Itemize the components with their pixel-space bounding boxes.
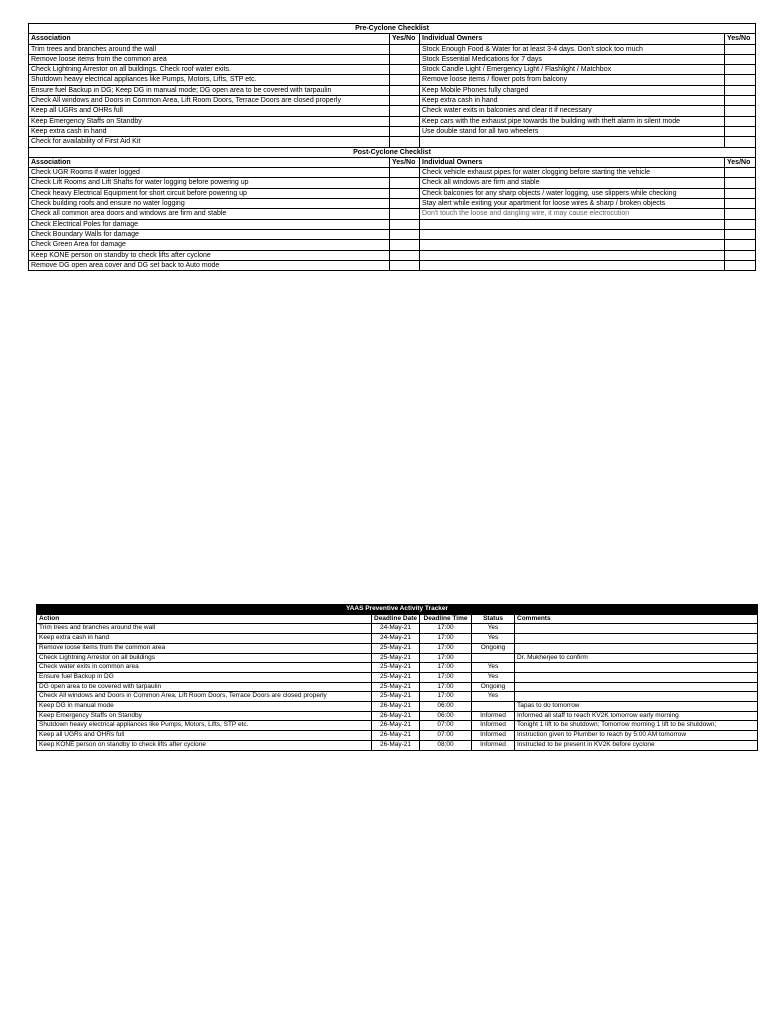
tracker-action: Check All windows and Doors in Common Area, Lift Room Doors, Terrace Doors are closed properly [37, 692, 372, 702]
pre-checklist-row [29, 116, 756, 126]
pre-association-yes-no [390, 65, 420, 75]
pre-individual-yes-no [725, 54, 756, 64]
post-checklist-row [29, 209, 756, 219]
tracker-deadline-date: 25-May-21 [372, 672, 420, 682]
pre-individual-owners-header: Individual Owners [420, 34, 725, 44]
pre-checklist-row [29, 44, 756, 54]
tracker-action: Keep DG in manual mode [37, 702, 372, 712]
tracker-deadline-time: 17:00 [420, 663, 472, 673]
tracker-status: Informed [472, 740, 515, 750]
tracker-deadline-date: 25-May-21 [372, 682, 420, 692]
pre-individual-item: Keep Mobile Phones fully charged [420, 85, 725, 95]
pre-individual-yes-no [725, 44, 756, 54]
tracker-status [472, 653, 515, 663]
pre-title-row [29, 24, 756, 34]
pre-association-yes-no [390, 85, 420, 95]
post-association-yes-no [390, 260, 420, 270]
tracker-row [37, 692, 758, 702]
tracker-action: Check Lightning Arrestor on all buildings [37, 653, 372, 663]
tracker-row [37, 721, 758, 731]
tracker-action: Keep KONE person on standby to check lifts after cyclone [37, 740, 372, 750]
tracker-deadline-date: 24-May-21 [372, 634, 420, 644]
post-individual-yes-no [725, 178, 756, 188]
pre-individual-yes-no [725, 75, 756, 85]
tracker-row [37, 653, 758, 663]
post-individual-item: Check all windows are firm and stable [420, 178, 725, 188]
tracker-status: Informed [472, 731, 515, 741]
post-association-yes-no [390, 178, 420, 188]
post-association-item: Check Boundary Walls for damage [29, 229, 390, 239]
pre-association-item: Remove loose items from the common area [29, 54, 390, 64]
post-association-yes-no [390, 219, 420, 229]
tracker-status: Yes [472, 634, 515, 644]
tracker-action: Keep Emergency Staffs on Standby [37, 711, 372, 721]
tracker-deadline-time: 17:00 [420, 692, 472, 702]
tracker-header-deadline-time: Deadline Time [420, 614, 472, 624]
pre-association-yes-no [390, 75, 420, 85]
tracker-action: Check water exits in common area [37, 663, 372, 673]
tracker-comment [515, 643, 758, 653]
pre-individual-yes-no [725, 65, 756, 75]
post-title-row [29, 147, 756, 157]
tracker-status: Yes [472, 624, 515, 634]
tracker-row [37, 672, 758, 682]
pre-checklist-row [29, 65, 756, 75]
pre-checklist-row [29, 75, 756, 85]
post-header-row [29, 157, 756, 167]
pre-individual-yes-no [725, 96, 756, 106]
pre-association-item: Ensure fuel Backup in DG; Keep DG in manual mode; DG open area to be covered with tarpaulin [29, 85, 390, 95]
tracker-deadline-time: 17:00 [420, 682, 472, 692]
post-association-yes-no [390, 168, 420, 178]
tracker-row [37, 682, 758, 692]
tracker-deadline-date: 26-May-21 [372, 721, 420, 731]
post-association-yes-no [390, 209, 420, 219]
pre-checklist-row [29, 96, 756, 106]
pre-association-header: Association [29, 34, 390, 44]
tracker-body [37, 605, 758, 751]
post-individual-item: Check balconies for any sharp objects / water logging, use slippers while checking [420, 188, 725, 198]
pre-yes-no-header-2: Yes/No [725, 34, 756, 44]
tracker-comment: Instruction given to Plumber to reach by 5:00 AM tomorrow [515, 731, 758, 741]
tracker-comment: Instructed to be present in KV2K before cyclone [515, 740, 758, 750]
pre-association-item: Shutdown heavy electrical appliances like Pumps, Motors, Lifts, STP etc. [29, 75, 390, 85]
pre-association-item: Keep Emergency Staffs on Standby [29, 116, 390, 126]
post-individual-yes-no [725, 199, 756, 209]
post-individual-yes-no [725, 219, 756, 229]
pre-individual-yes-no [725, 106, 756, 116]
tracker-comment: Tonight 1 lift to be shutdown; Tomorrow morning 1 lift to be shutdown; [515, 721, 758, 731]
tracker-deadline-date: 26-May-21 [372, 731, 420, 741]
tracker-comment [515, 624, 758, 634]
tracker-deadline-date: 25-May-21 [372, 663, 420, 673]
tracker-action: Shutdown heavy electrical appliances like Pumps, Motors, Lifts, STP etc. [37, 721, 372, 731]
post-association-item: Check heavy Electrical Equipment for short circuit before powering up [29, 188, 390, 198]
pre-individual-item: Stock Essential Medications for 7 days [420, 54, 725, 64]
tracker-header-row [37, 614, 758, 624]
tracker-deadline-time: 07:00 [420, 721, 472, 731]
tracker-status: Ongoing [472, 682, 515, 692]
pre-checklist-row [29, 137, 756, 147]
pre-individual-item: Stock Candle Light / Emergency Light / Flashlight / Matchbox [420, 65, 725, 75]
pre-association-item: Check Lightning Arrestor on all buildings. Check roof water exits. [29, 65, 390, 75]
post-individual-item [420, 250, 725, 260]
cyclone-checklist-table [28, 23, 756, 271]
tracker-row [37, 702, 758, 712]
post-individual-yes-no [725, 209, 756, 219]
tracker-action: Keep all UGRs and OHRs full [37, 731, 372, 741]
tracker-deadline-date: 24-May-21 [372, 624, 420, 634]
pre-individual-item: Keep extra cash in hand [420, 96, 725, 106]
post-association-item: Check Electrical Poles for damage [29, 219, 390, 229]
post-individual-item: Stay alert while exiting your apartment for loose wires & sharp / broken objects [420, 199, 725, 209]
pre-individual-item: Check water exits in balconies and clear it if necessary [420, 106, 725, 116]
tracker-status: Yes [472, 663, 515, 673]
tracker-row [37, 634, 758, 644]
tracker-status [472, 702, 515, 712]
tracker-header-deadline-date: Deadline Date [372, 614, 420, 624]
pre-association-item: Check for availability of First Aid Kit [29, 137, 390, 147]
tracker-comment: Dr. Mukherjee to confirm [515, 653, 758, 663]
pre-association-item: Keep all UGRs and OHRs full [29, 106, 390, 116]
tracker-deadline-date: 26-May-21 [372, 740, 420, 750]
post-individual-item [420, 229, 725, 239]
tracker-comment [515, 692, 758, 702]
pre-checklist-row [29, 54, 756, 64]
post-checklist-row [29, 178, 756, 188]
pre-checklist-row [29, 126, 756, 136]
tracker-row [37, 624, 758, 634]
tracker-row [37, 740, 758, 750]
pre-association-yes-no [390, 137, 420, 147]
tracker-status: Informed [472, 711, 515, 721]
tracker-deadline-date: 26-May-21 [372, 702, 420, 712]
pre-checklist-row [29, 85, 756, 95]
pre-association-yes-no [390, 106, 420, 116]
post-association-yes-no [390, 229, 420, 239]
post-individual-yes-no [725, 250, 756, 260]
tracker-deadline-date: 25-May-21 [372, 643, 420, 653]
pre-individual-item: Use double stand for all two wheelers [420, 126, 725, 136]
tracker-deadline-date: 26-May-21 [372, 711, 420, 721]
tracker-deadline-date: 25-May-21 [372, 692, 420, 702]
pre-association-item: Check All windows and Doors in Common Area, Lift Room Doors, Terrace Doors are closed properly [29, 96, 390, 106]
pre-individual-item: Remove loose items / flower pots from balcony [420, 75, 725, 85]
post-individual-item [420, 260, 725, 270]
pre-individual-yes-no [725, 85, 756, 95]
post-cyclone-title: Post-Cyclone Checklist [29, 147, 756, 157]
tracker-deadline-date: 25-May-21 [372, 653, 420, 663]
post-checklist-row [29, 229, 756, 239]
post-individual-item: Don't touch the loose and dangling wire, it may cause electrocution [420, 209, 725, 219]
checklist-body [29, 24, 756, 271]
tracker-deadline-time: 06:00 [420, 702, 472, 712]
post-individual-item: Check vehicle exhaust pipes for water clogging before starting the vehicle [420, 168, 725, 178]
tracker-comment [515, 672, 758, 682]
tracker-status: Yes [472, 692, 515, 702]
post-association-item: Remove DG open area cover and DG set back to Auto mode [29, 260, 390, 270]
tracker-action: Keep extra cash in hand [37, 634, 372, 644]
pre-association-item: Trim trees and branches around the wall [29, 44, 390, 54]
tracker-header-status: Status [472, 614, 515, 624]
post-association-yes-no [390, 188, 420, 198]
tracker-deadline-time: 06:00 [420, 711, 472, 721]
post-individual-item [420, 240, 725, 250]
post-individual-item [420, 219, 725, 229]
tracker-deadline-time: 17:00 [420, 672, 472, 682]
tracker-comment [515, 663, 758, 673]
tracker-header-action: Action [37, 614, 372, 624]
pre-individual-item: Keep cars with the exhaust pipe towards the building with theft alarm in silent mode [420, 116, 725, 126]
tracker-deadline-time: 17:00 [420, 653, 472, 663]
tracker-header-comments: Comments [515, 614, 758, 624]
pre-individual-yes-no [725, 137, 756, 147]
post-association-item: Check Green Area for damage [29, 240, 390, 250]
post-association-yes-no [390, 199, 420, 209]
pre-checklist-row [29, 106, 756, 116]
post-association-yes-no [390, 240, 420, 250]
tracker-action: Trim trees and branches around the wall [37, 624, 372, 634]
post-individual-yes-no [725, 240, 756, 250]
post-association-item: Check UGR Rooms if water logged [29, 168, 390, 178]
pre-header-row [29, 34, 756, 44]
tracker-deadline-time: 17:00 [420, 624, 472, 634]
tracker-comment [515, 682, 758, 692]
tracker-deadline-time: 08:00 [420, 740, 472, 750]
post-individual-yes-no [725, 229, 756, 239]
tracker-title: YAAS Preventive Activity Tracker [37, 605, 758, 615]
tracker-action: Ensure fuel Backup in DG [37, 672, 372, 682]
pre-association-yes-no [390, 54, 420, 64]
tracker-title-row [37, 605, 758, 615]
post-checklist-row [29, 260, 756, 270]
post-association-item: Check building roofs and ensure no water logging [29, 199, 390, 209]
tracker-deadline-time: 17:00 [420, 643, 472, 653]
pre-individual-yes-no [725, 116, 756, 126]
pre-association-yes-no [390, 126, 420, 136]
post-individual-owners-header: Individual Owners [420, 157, 725, 167]
tracker-status: Yes [472, 672, 515, 682]
post-checklist-row [29, 188, 756, 198]
tracker-comment: Informed all staff to reach KV2K tomorrow early morning [515, 711, 758, 721]
pre-association-item: Keep extra cash in hand [29, 126, 390, 136]
pre-association-yes-no [390, 116, 420, 126]
post-individual-yes-no [725, 260, 756, 270]
post-checklist-row [29, 168, 756, 178]
tracker-comment: Tapas to do tomorrow [515, 702, 758, 712]
pre-yes-no-header: Yes/No [390, 34, 420, 44]
pre-association-yes-no [390, 44, 420, 54]
tracker-status: Ongoing [472, 643, 515, 653]
post-individual-yes-no [725, 188, 756, 198]
post-yes-no-header: Yes/No [390, 157, 420, 167]
tracker-action: Remove loose items from the common area [37, 643, 372, 653]
tracker-row [37, 643, 758, 653]
pre-association-yes-no [390, 96, 420, 106]
tracker-row [37, 731, 758, 741]
tracker-deadline-time: 07:00 [420, 731, 472, 741]
tracker-action: DG open area to be covered with tarpaulin [37, 682, 372, 692]
post-yes-no-header-2: Yes/No [725, 157, 756, 167]
post-association-item: Keep KONE person on standby to check lifts after cyclone [29, 250, 390, 260]
post-checklist-row [29, 199, 756, 209]
tracker-row [37, 711, 758, 721]
tracker-comment [515, 634, 758, 644]
post-association-header: Association [29, 157, 390, 167]
post-association-item: Check all common area doors and windows are firm and stable [29, 209, 390, 219]
post-checklist-row [29, 219, 756, 229]
pre-individual-yes-no [725, 126, 756, 136]
post-association-yes-no [390, 250, 420, 260]
post-individual-yes-no [725, 168, 756, 178]
tracker-status: Informed [472, 721, 515, 731]
tracker-row [37, 663, 758, 673]
post-checklist-row [29, 250, 756, 260]
pre-cyclone-title: Pre-Cyclone Checklist [29, 24, 756, 34]
tracker-deadline-time: 17:00 [420, 634, 472, 644]
pre-individual-item [420, 137, 725, 147]
pre-individual-item: Stock Enough Food & Water for at least 3-4 days. Don't stock too much [420, 44, 725, 54]
activity-tracker-table [36, 604, 758, 751]
post-checklist-row [29, 240, 756, 250]
post-association-item: Check Lift Rooms and Lift Shafts for water logging before powering up [29, 178, 390, 188]
